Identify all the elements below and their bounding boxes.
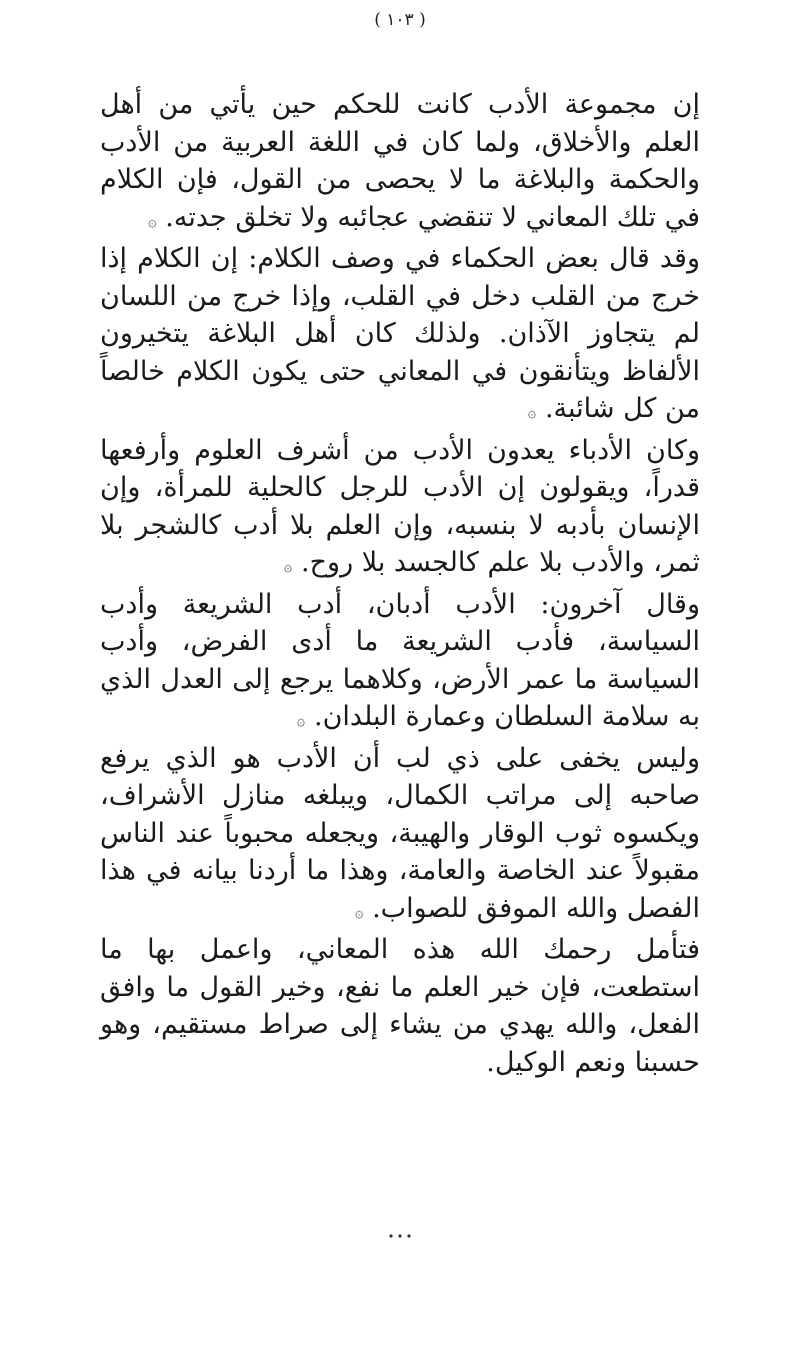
ornament-mark: ۞ [147, 211, 157, 230]
text-body [100, 86, 700, 1081]
paragraph [100, 740, 700, 932]
paragraph-text: فتأمل رحمك الله هذه المعاني، واعمل بها ما استطعت، فإن خير العلم ما نفع، وخير القول ما وافق الفعل، والله يهدي من يشاء إلى صراط مستقيم، وهو حسبنا ونعم الوكيل. [100, 934, 700, 1078]
ornament-mark: ۞ [354, 902, 364, 921]
paragraph [100, 586, 700, 740]
paragraph [100, 86, 700, 240]
footnote-mark-icon [385, 1228, 415, 1244]
paragraph-text: وقال آخرون: الأدب أدبان، أدب الشريعة وأدب السياسة، فأدب الشريعة ما أدى الفرض، وأدب السياسة ما عمر الأرض، وكلاهما يرجع إلى العدل الذي به سلامة السلطان وعمارة البلدان. [100, 588, 700, 732]
ornament-mark: ۞ [283, 557, 293, 575]
paragraph [100, 432, 700, 586]
ornament-mark: ۞ [296, 711, 306, 729]
paragraph [100, 931, 700, 1081]
paragraph [100, 240, 700, 432]
page-number: ( ١٠٣ ) [374, 10, 426, 30]
paragraph-text: إن مجموعة الأدب كانت للحكم حين يأتي من أهل العلم والأخلاق، ولما كان في اللغة العربية من الأدب والحكمة والبلاغة ما لا يحصى من القول، فإن الكلام في تلك المعاني لا تنقضي عجائبه ولا تخلق جدته. [100, 89, 700, 233]
paragraph-text: وليس يخفى على ذي لب أن الأدب هو الذي يرفع صاحبه إلى مراتب الكمال، ويبلغه منازل الأشراف، ويكسوه ثوب الوقار والهيبة، ويجعله محبوباً عند الناس مقبولاً عند الخاصة والعامة، وهذا ما أردنا بيانه في هذا الفصل والله الموفق للصواب. [100, 742, 700, 924]
paragraph-text: وقد قال بعض الحكماء في وصف الكلام: إن الكلام إذا خرج من القلب دخل في القلب، وإذا خرج من اللسان لم يتجاوز الآذان. ولذلك كان أهل البلاغة يتخيرون الألفاظ ويتأنقون في المعاني حتى يكون الكلام خالصاً من كل شائبة. [100, 243, 700, 424]
ornament-mark: ۞ [527, 403, 537, 421]
paragraph-text: وكان الأدباء يعدون الأدب من أشرف العلوم وأرفعها قدراً، ويقولون إن الأدب للرجل كالحلية للمرأة، وإن الإنسان بأدبه لا بنسبه، وإن العلم بلا أدب كالشجر بلا ثمر، والأدب بلا علم كالجسد بلا روح. [100, 434, 700, 578]
